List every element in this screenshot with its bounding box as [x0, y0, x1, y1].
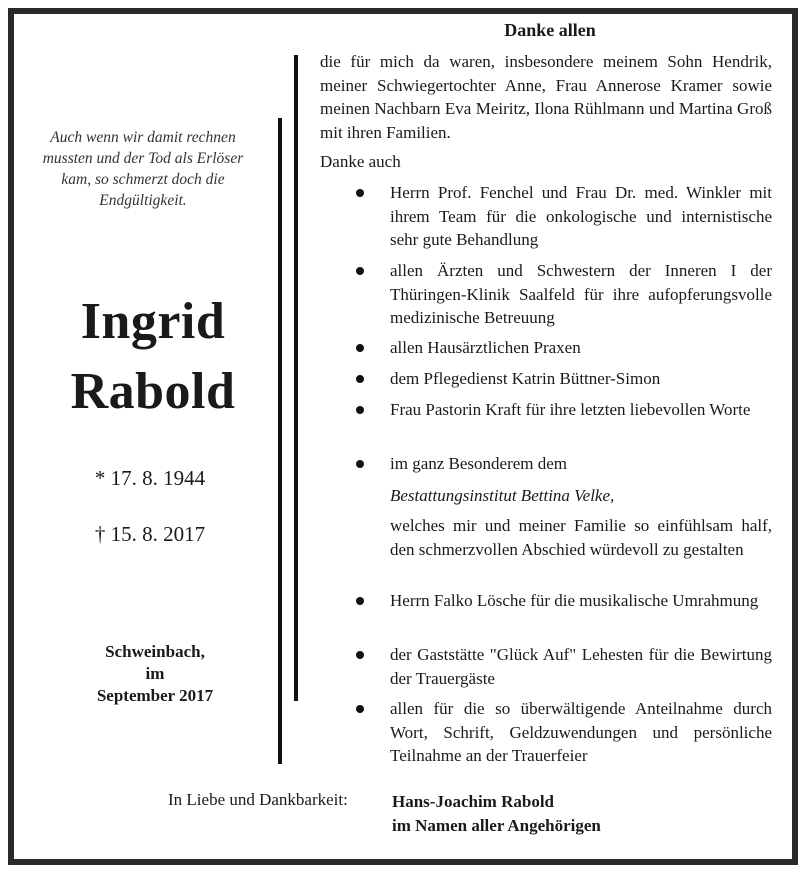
thanks-item: Herrn Prof. Fenchel und Frau Dr. med. Winkler mit ihrem Team für die onkologische und internistische sehr gute Behandlung [390, 183, 772, 249]
death-date: † 15. 8. 2017 [94, 522, 206, 546]
bullet-icon [356, 406, 364, 414]
funeral-institute-text: welches mir und meiner Familie so einfühlsam half, den schmerzvollen Abschied würdevoll zu gestalten [390, 516, 772, 559]
deceased-last-name: Rabold [70, 363, 236, 420]
bullet-icon [356, 705, 364, 713]
thanks-item: dem Pflegedienst Katrin Büttner-Simon [390, 369, 661, 388]
thanks-item: allen Ärzten und Schwestern der Inneren I der Thüringen-Klinik Saalfeld für ihre aufopferungsvolle medizinische Betreuung [390, 261, 772, 327]
bullet-icon [356, 267, 364, 275]
bullet-icon [356, 597, 364, 605]
thanks-item: Frau Pastorin Kraft für ihre letzten liebevollen Worte [390, 400, 751, 419]
place-line-2: im [145, 664, 165, 683]
thanks-intro: die für mich da waren, insbesondere meinem Sohn Hendrik, meiner Schwiegertochter Anne, Frau Annerose Kramer sowie meinen Nachbarn Eva Meiritz, Ilona Rühlmann und Martina Groß mit ihren Familien. [320, 52, 772, 142]
thanks-item: im ganz Besonderem dem [390, 454, 568, 473]
signature-label: In Liebe und Dankbarkeit: [168, 790, 348, 809]
signature-name [392, 790, 601, 838]
bullet-icon [356, 460, 364, 468]
divider-rule-left [278, 118, 282, 764]
deceased-first-name: Ingrid [80, 293, 226, 350]
bullet-icon [356, 189, 364, 197]
danke-auch-label: Danke auch [320, 152, 401, 171]
thanks-heading: Danke allen [504, 20, 596, 40]
birth-date: * 17. 8. 1944 [94, 466, 206, 490]
bullet-icon [356, 651, 364, 659]
place-line-1: Schweinbach, [105, 642, 205, 661]
place-line-3: September 2017 [96, 686, 214, 705]
divider-rule-right [294, 55, 298, 701]
thanks-item: Herrn Falko Lösche für die musikalische Umrahmung [390, 591, 759, 610]
signature-name-line-2: im Namen aller Angehörigen [392, 816, 601, 835]
memorial-quote: Auch wenn wir damit rechnen mussten und der Tod als Erlöser kam, so schmerzt doch die Endgültigkeit. [42, 129, 244, 209]
funeral-institute: Bestattungsinstitut Bettina Velke, [390, 486, 615, 505]
bullet-icon [356, 344, 364, 352]
bullet-icon [356, 375, 364, 383]
signature-name-line-1: Hans-Joachim Rabold [392, 792, 554, 811]
thanks-item: allen Hausärztlichen Praxen [390, 338, 581, 357]
thanks-item: allen für die so überwältigende Anteilnahme durch Wort, Schrift, Geldzuwendungen und persönliche Teilnahme an der Trauerfeier [390, 699, 772, 765]
thanks-item: der Gaststätte "Glück Auf" Lehesten für die Bewirtung der Trauergäste [390, 645, 772, 688]
